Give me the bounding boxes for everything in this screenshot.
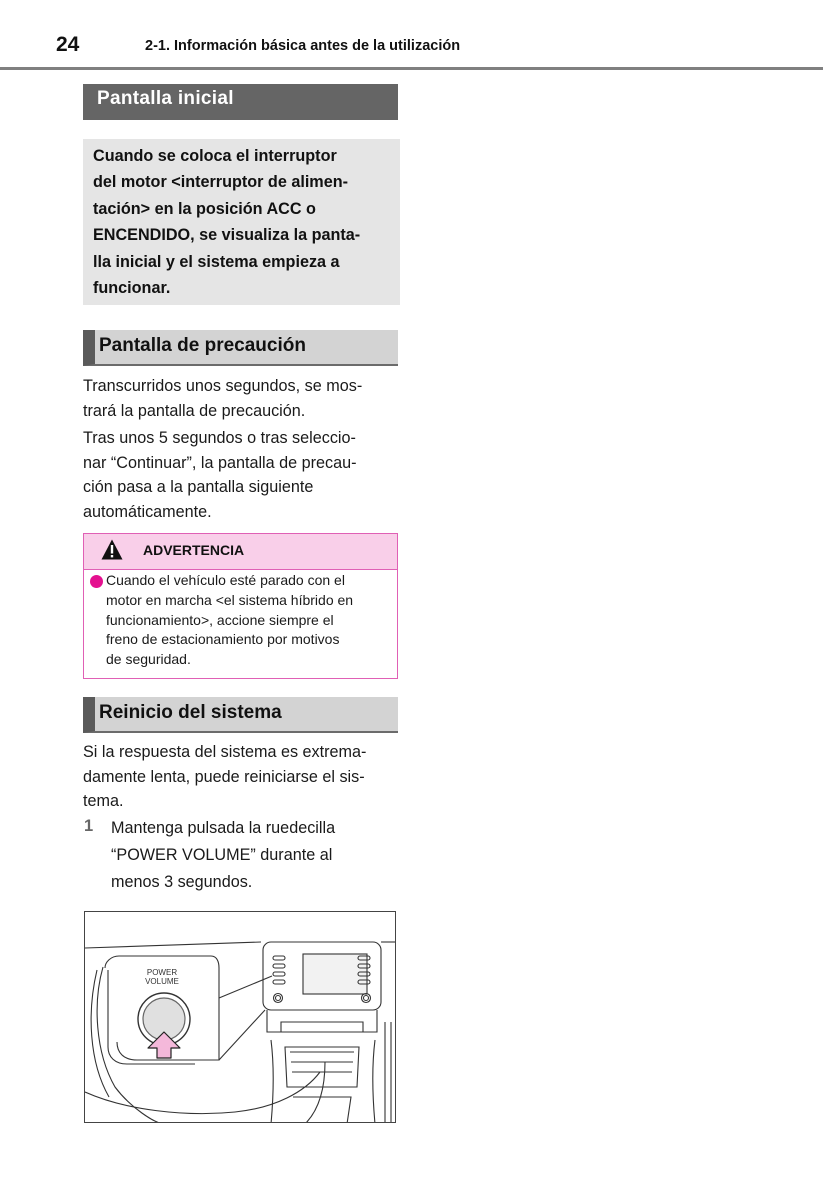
power-volume-label: [126, 968, 198, 986]
text-line: Si la respuesta del sistema es extrema-: [83, 743, 367, 761]
header-rule: [0, 67, 823, 70]
text-line: motor en marcha <el sistema híbrido en: [106, 591, 354, 608]
text-line: menos 3 segundos.: [111, 873, 253, 891]
warning-label: ADVERTENCIA: [143, 542, 245, 558]
restart-heading: Reinicio del sistema: [83, 697, 398, 733]
label-line: POWER: [146, 968, 178, 977]
page-number: 24: [56, 33, 80, 56]
step-number: 1: [84, 817, 94, 835]
intro-line: Cuando se coloca el interruptor: [93, 147, 337, 165]
dashboard-illustration: [84, 911, 396, 1123]
dashboard-drawing: [85, 912, 396, 1123]
text-line: damente lenta, puede reiniciarse el sis-: [83, 767, 365, 786]
text-line: Mantenga pulsada la ruedecilla: [111, 819, 336, 837]
text-line: freno de estacionamiento por motivos: [106, 631, 340, 648]
text-line: Cuando el vehículo esté parado con el: [106, 572, 345, 588]
text-line: Tras unos 5 segundos o tras seleccio-: [83, 429, 356, 447]
text-line: nar “Continuar”, la pantalla de precau-: [83, 453, 357, 472]
warning-bullet-icon: [90, 575, 103, 588]
precaution-paragraph-1: [83, 374, 401, 423]
text-line: “POWER VOLUME” durante al: [111, 846, 333, 864]
warning-text: [106, 571, 391, 670]
title-bar: Pantalla inicial: [83, 84, 398, 120]
text-line: Transcurridos unos segundos, se mos-: [83, 377, 363, 395]
intro-line: del motor <interruptor de alimen-: [93, 173, 348, 192]
precaution-paragraph-2: [83, 426, 401, 524]
intro-line: funcionar.: [93, 279, 171, 298]
intro-line: lla inicial y el sistema empieza a: [93, 252, 340, 271]
precaution-heading: Pantalla de precaución: [83, 330, 398, 366]
text-line: trará la pantalla de precaución.: [83, 401, 306, 420]
step-text: [111, 815, 401, 896]
text-line: de seguridad.: [106, 651, 191, 668]
warning-box: [83, 533, 398, 679]
warning-triangle-icon: [101, 539, 123, 560]
text-line: ción pasa a la pantalla siguiente: [83, 478, 314, 496]
text-line: automáticamente.: [83, 502, 212, 521]
label-line: VOLUME: [145, 977, 179, 986]
warning-header: [84, 534, 397, 570]
running-header: 2-1. Información básica antes de la utilización: [145, 38, 461, 54]
text-line: tema.: [83, 792, 124, 810]
intro-box: [83, 139, 400, 305]
intro-line: tación> en la posición ACC o: [93, 199, 316, 218]
text-line: funcionamiento>, accione siempre el: [106, 611, 334, 628]
intro-line: ENCENDIDO, se visualiza la panta-: [93, 226, 361, 245]
restart-paragraph: [83, 740, 401, 814]
